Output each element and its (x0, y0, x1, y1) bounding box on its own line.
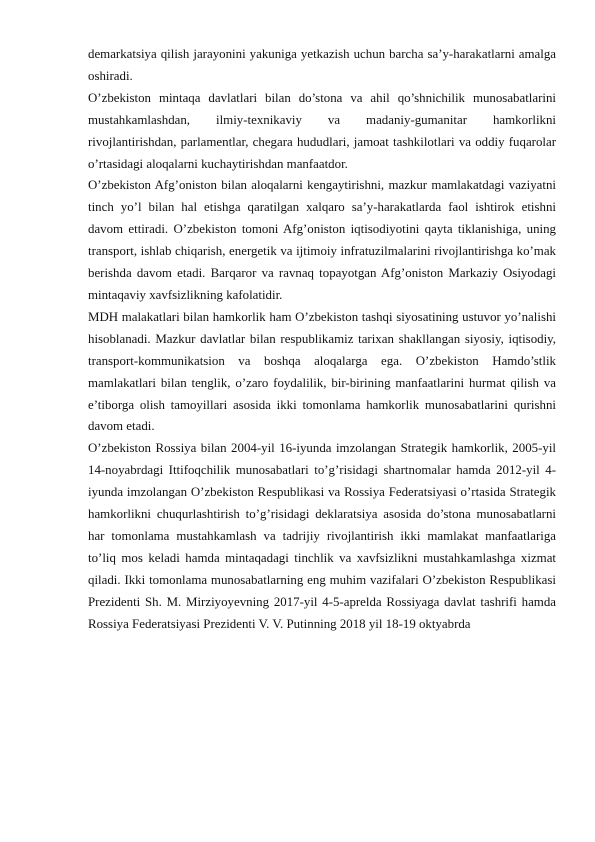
paragraph-cis-cooperation: MDH malakatlari bilan hamkorlik ham O’zbekiston tashqi siyosatining ustuvor yo’nalishi hisoblanadi. Mazkur davlatlar bilan respublikamiz tarixan shakllangan siyosiy, iqtisodiy, transport-kommunikatsion va boshqa aloqalarga ega. O’zbekiston Hamdo’stlik mamlakatlari bilan tenglik, o’zaro foydalilik, bir-birining manfaatlarini hurmat qilish va e’tiborga olish tamoyillari asosida ikki tomonlama hamkorlik munosabatlarini qurishni davom etadi. (88, 309, 556, 434)
paragraph-regional-cooperation: O’zbekiston mintaqa davlatlari bilan do’stona va ahil qo’shnichilik munosabatlarini mustahkamlashdan, ilmiy-texnikaviy va madaniy-gumanitar hamkorlikni rivojlantirishdan, parlamentlar, chegara hududlari, jamoat tashkilotlari va oddiy fuqarolar o’rtasidagi aloqalarni kuchaytirishdan manfaatdor. (88, 90, 556, 171)
document-page (88, 44, 556, 635)
paragraph-afghanistan-relations: O’zbekiston Afg’oniston bilan aloqalarni kengaytirishni, mazkur mamlakatdagi vaziyatni tinch yo’l bilan hal etishga qaratilgan xalqaro sa’y-harakatlarda faol ishtirok etishni davom ettiradi. O’zbekiston tomoni Afg’oniston iqtisodiyotini qayta tiklanishiga, uning transport, ishlab chiqarish, energetik va ijtimoiy infratuzilmalarini rivojlantirishga ko’mak berishda davom etadi. Barqaror va ravnaq topayotgan Afg’oniston Markaziy Osiyodagi mintaqaviy xavfsizlikning kafolatidir. (88, 178, 556, 302)
paragraph-russia-partnership: O’zbekiston Rossiya bilan 2004-yil 16-iyunda imzolangan Strategik hamkorlik, 2005-yil 14-noyabrdagi Ittifoqchilik munosabatlari to’g’risidagi shartnomalar hamda 2012-yil 4-iyunda imzolangan O’zbekiston Respublikasi va Rossiya Federatsiyasi o’rtasida Strategik hamkorlikni chuqurlashtirish to’g’risidagi deklaratsiya asosida do’stona munosabatlarni har tomonlama mustahkamlash va tadrijiy rivojlantirish ikki mamlakat manfaatlariga to’liq mos keladi hamda mintaqadagi tinchlik va xavfsizlikni mustahkamlashga xizmat qiladi. Ikki tomonlama munosabatlarning eng muhim vazifalari O’zbekiston Respublikasi Prezidenti Sh. M. Mirziyoyevning 2017-yil 4-5-aprelda Rossiyaga davlat tashrifi hamda Rossiya Federatsiyasi Prezidenti V. V. Putinning 2018 yil 18-19 oktyabrda (88, 441, 556, 631)
paragraph-border-demarcation: demarkatsiya qilish jarayonini yakuniga yetkazish uchun barcha sa’y-harakatlarni amalga oshiradi. (88, 47, 556, 83)
